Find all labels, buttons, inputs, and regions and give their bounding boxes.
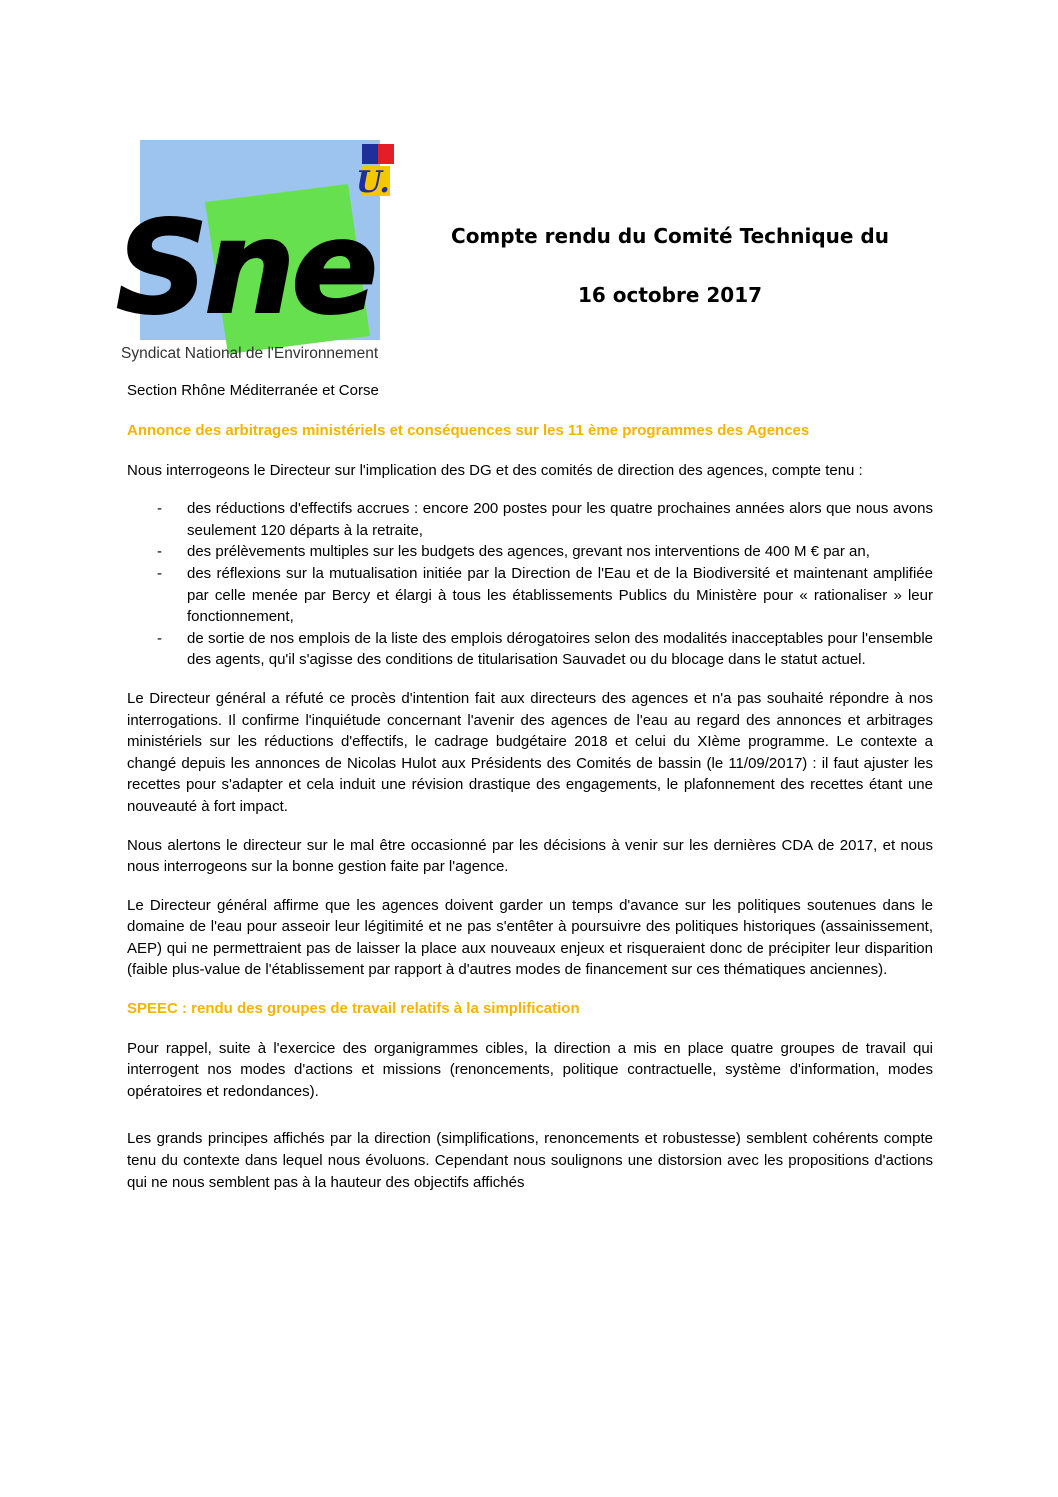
bullet-item: [127, 563, 933, 628]
logo-caption: Syndicat National de l'Environnement: [121, 345, 379, 362]
bullet-text: des réductions d'effectifs accrues : encore 200 postes pour les quatre prochaines années alors que nous avons seulement 120 départs à la retraite,: [187, 500, 933, 539]
bullet-text: des prélèvements multiples sur les budgets des agences, grevant nos interventions de 400 M € par an,: [187, 543, 870, 561]
bullet-item: [127, 541, 933, 563]
bullet-marker: -: [157, 500, 162, 518]
heading-arbitrages: Annonce des arbitrages ministériels et conséquences sur les 11 ème programmes des Agences: [127, 422, 810, 439]
bullet-list: [127, 498, 933, 671]
paragraph-reminder: Pour rappel, suite à l'exercice des organigrammes cibles, la direction a mis en place quatre groupes de travail qui interrogent nos modes d'actions et missions (renoncements, politique contractuelle, système d'information, modes opératoires et redondances).: [127, 1039, 933, 1100]
bullet-item: [127, 628, 933, 671]
logo-badge-text: U.: [356, 165, 390, 200]
bullet-text: de sortie de nos emplois de la liste des emplois dérogatoires selon des modalités inacceptables pour l'ensemble des agents, qu'il s'agisse des conditions de titularisation Sauvadet ou du blocage dans le statut actuel.: [187, 629, 933, 669]
document-title-line1: Compte rendu du Comité Technique du: [451, 224, 889, 248]
bullet-marker: -: [157, 629, 162, 647]
bullet-item: [127, 498, 933, 541]
heading-speec: SPEEC : rendu des groupes de travail relatifs à la simplification: [127, 1000, 580, 1018]
logo-sne-text: Sne: [116, 194, 375, 343]
logo-navy-block: [362, 144, 378, 164]
paragraph-director-affirms: Le Directeur général affirme que les agences doivent garder un temps d'avance sur les politiques soutenues dans le domaine de l'eau pour asseoir leur légitimité et ne pas s'entêter à poursuivre des politiques historiques (assainissement, AEP) qui ne permettraient pas de laisser la place aux nouveaux enjeux et risqueraient donc de précipiter leur disparition (faible plus-value de l'établissement par rapport à d'autres modes de financement sur ces thématiques anciennes).: [127, 896, 933, 979]
bullet-marker: -: [157, 564, 162, 582]
paragraph-director-response: Le Directeur général a réfuté ce procès d'intention fait aux directeurs des agences et n'a pas souhaité répondre à nos interrogations. Il confirme l'inquiétude concernant l'avenir des agences de l'eau au regard des annonces et arbitrages ministériels sur les réductions d'effectifs, le cadrage budgétaire 2018 et celui du XIème programme. Le contexte a changé depuis les annonces de Nicolas Hulot aux Présidents des Comités de bassin (le 11/09/2017) : il faut ajuster les recettes pour s'adapter et cela induit une révision drastique des engagements, le plafonnement des recettes étant une nouveauté à fort impact.: [127, 689, 933, 815]
section-label: Section Rhône Méditerranée et Corse: [127, 382, 379, 399]
paragraph-alert: Nous alertons le directeur sur le mal être occasionné par les décisions à venir sur les dernières CDA de 2017, et nous nous interrogeons sur la bonne gestion faite par l'agence.: [127, 836, 933, 876]
bullet-marker: -: [157, 543, 162, 561]
paragraph-principles: Les grands principes affichés par la direction (simplifications, renoncements et robustesse) semblent cohérents compte tenu du contexte dans lequel nous évoluons. Cependant nous soulignons une distorsion avec les propositions d'actions qui ne nous semblent pas à la hauteur des objectifs affichés: [127, 1130, 933, 1191]
document-title-date: 16 octobre 2017: [577, 283, 763, 307]
logo-red-block: [378, 144, 394, 164]
document-body: [127, 420, 933, 1210]
paragraph-intro: Nous interrogeons le Directeur sur l'implication des DG et des comités de direction des agences, compte tenu :: [127, 461, 863, 479]
sne-logo: [110, 140, 410, 372]
bullet-text: des réflexions sur la mutualisation initiée par la Direction de l'Eau et de la Biodiversité et maintenant amplifiée par celle menée par Bercy et élargi à tous les établissements Publics du Ministère pour « rationaliser » leur fonctionnement,: [187, 564, 933, 626]
